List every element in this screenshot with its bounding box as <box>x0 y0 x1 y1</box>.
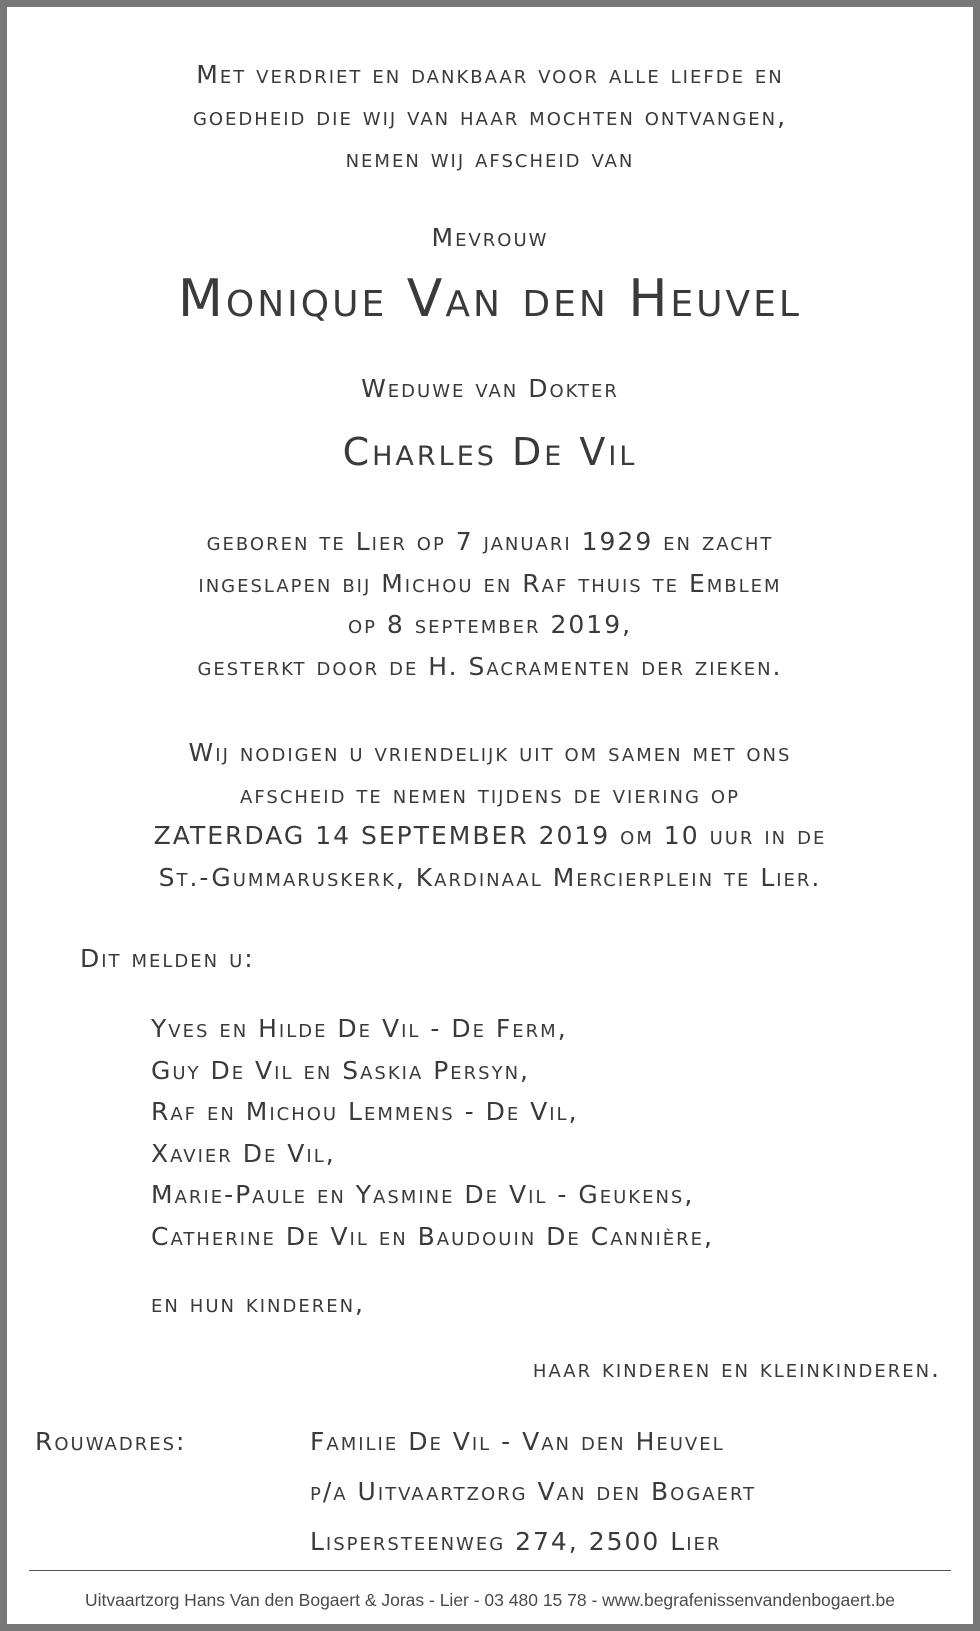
intro-line: Met verdriet en dankbaar voor alle liefde en <box>196 60 784 89</box>
title-label: Mevrouw <box>431 223 549 252</box>
list-item: Marie-Paule en Yasmine De Vil - Geukens, <box>151 1180 695 1209</box>
birth-line: ingeslapen bij Michou en Raf thuis te Emblem <box>198 568 782 598</box>
invitation <box>7 732 973 898</box>
announce-text: Dit melden u: <box>80 944 255 973</box>
children-line: en hun kinderen, <box>151 1289 366 1318</box>
birth-details <box>7 521 973 687</box>
spouse-name: Charles De Vil <box>342 430 638 474</box>
invite-date-line <box>7 815 973 857</box>
list-item: Raf en Michou Lemmens - De Vil, <box>151 1097 579 1126</box>
invite-line: afscheid te nemen tijdens de viering op <box>240 779 740 809</box>
invite-location: St.-Gummaruskerk, Kardinaal Mercierplein te Lier. <box>158 862 822 892</box>
invite-line: Wij nodigen u vriendelijk uit om samen met ons <box>188 738 792 767</box>
invite-time: om 10 uur in de <box>610 821 827 850</box>
footer-divider <box>29 1570 951 1571</box>
grandchildren-line: haar kinderen en kleinkinderen. <box>532 1354 941 1383</box>
family-list <box>151 1008 714 1257</box>
list-item: Guy De Vil en Saskia Persyn, <box>151 1055 530 1085</box>
birth-line: op 8 september 2019, <box>347 610 633 639</box>
deceased-name: Monique Van den Heuvel <box>178 269 802 329</box>
list-item: Xavier De Vil, <box>151 1138 336 1168</box>
footer-text: Uitvaartzorg Hans Van den Bogaert & Joras - Lier - 03 480 15 78 - www.begrafenissenvandenbogaert.be <box>84 1590 896 1610</box>
address-label: Rouwadres: <box>35 1427 187 1456</box>
list-item: Yves en Hilde De Vil - De Ferm, <box>151 1014 568 1043</box>
birth-line: gesterkt door de H. Sacramenten der zieken. <box>197 651 783 681</box>
intro-line: nemen wij afscheid van <box>345 144 635 173</box>
mourning-address <box>310 1425 756 1575</box>
address-line: p/a Uitvaartzorg Van den Bogaert <box>310 1477 757 1506</box>
spouse-title: Weduwe van Dokter <box>361 374 619 403</box>
invite-date: ZATERDAG 14 SEPTEMBER 2019 <box>153 821 611 850</box>
list-item: Catherine De Vil en Baudouin De Cannière, <box>151 1221 714 1251</box>
intro-text <box>7 54 973 180</box>
intro-line: goedheid die wij van haar mochten ontvangen, <box>192 102 788 131</box>
address-line: Lispersteenweg 274, 2500 Lier <box>310 1527 722 1556</box>
birth-line: geboren te Lier op 7 januari 1929 en zacht <box>206 527 774 556</box>
address-line: Familie De Vil - Van den Heuvel <box>310 1427 725 1456</box>
